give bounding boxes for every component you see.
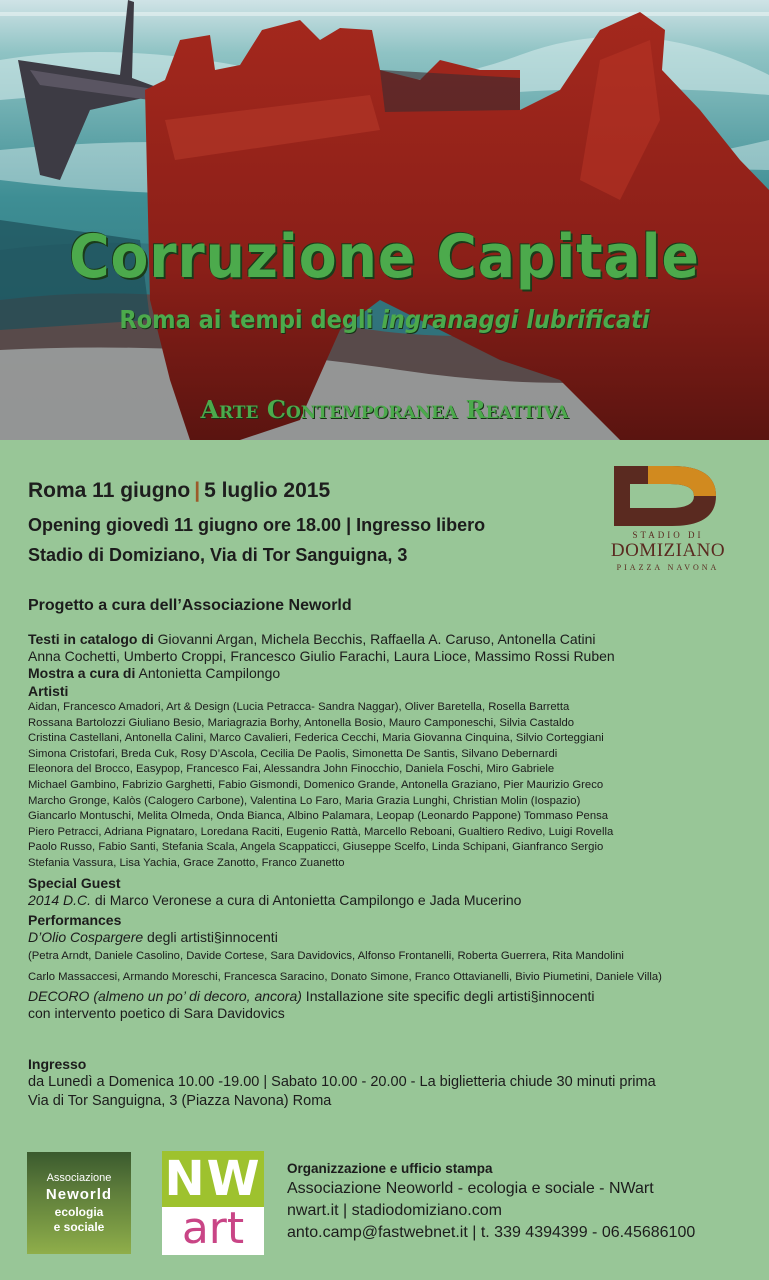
event-dates: Roma 11 giugno | 5 luglio 2015 bbox=[28, 479, 331, 502]
performances-heading: Performances bbox=[28, 911, 122, 928]
admission-address: Via di Tor Sanguigna, 3 (Piazza Navona) Roma bbox=[28, 1093, 332, 1109]
artists-list bbox=[28, 700, 758, 872]
d-monogram-icon bbox=[608, 462, 728, 530]
organizer-contacts: anto.camp@fastwebnet.it | t. 339 4394399 - 06.45686100 bbox=[287, 1224, 696, 1241]
admission-heading: Ingresso bbox=[28, 1056, 87, 1072]
exhibition-tagline: Arte Contemporanea Reattiva bbox=[200, 395, 569, 424]
artists-line: Cristina Castellani, Antonella Calini, Marco Cavalieri, Federica Cecchi, Maria Giovanna Cinquina, Silvio Corteggiani bbox=[28, 732, 604, 745]
organizer-websites: nwart.it | stadiodomiziano.com bbox=[287, 1202, 502, 1219]
artists-line: Giancarlo Montuschi, Melita Olmeda, Onda Bianca, Albino Palamara, Leopap (Leonardo Pappone) Tommaso Pensa bbox=[28, 810, 609, 823]
artists-line: Aidan, Francesco Amadori, Art & Design (Lucia Petracca- Sandra Naggar), Oliver Baretella, Rosella Barretta bbox=[28, 701, 570, 713]
artists-line: Piero Petracci, Adriana Pignataro, Loredana Raciti, Eugenio Rattà, Marcello Reboani, Gualtiero Redivo, Luigi Rovella bbox=[28, 825, 614, 838]
exhibition-subtitle: Roma ai tempi degli ingranaggi lubrificati bbox=[119, 305, 650, 334]
artists-line: Rossana Bartolozzi Giuliano Besio, Mariagrazia Borhy, Antonella Bosio, Mauro Camponeschi, Silvia Castaldo bbox=[28, 716, 575, 729]
curator-line: Mostra a cura di Antonietta Campilongo bbox=[28, 665, 281, 681]
nwart-logo: NW art bbox=[162, 1151, 264, 1255]
organizer-name: Associazione Neoworld - ecologia e sociale - NWart bbox=[287, 1180, 654, 1197]
artists-line: Paolo Russo, Fabio Santi, Stefania Scala, Angela Scappaticci, Giuseppe Scelfo, Linda Schipani, Gianfranco Sergio bbox=[28, 841, 604, 854]
hero-banner bbox=[0, 0, 769, 440]
artists-line: Simona Cristofari, Breda Cuk, Rosy D’Ascola, Cecilia De Paolis, Simonetta De Santis, Silvano Debernardi bbox=[28, 747, 558, 760]
performance-1-names: Carlo Massaccesi, Armando Moreschi, Francesca Saracino, Donato Simone, Franco Ottavianelli, Bivio Piumetini, Daniele Villa) bbox=[28, 970, 662, 983]
artists-line: Eleonora del Brocco, Easypop, Francesco Fai, Alessandra John Finocchio, Daniela Foschi, Miro Gabriele bbox=[28, 763, 555, 776]
catalog-line: Anna Cochetti, Umberto Croppi, Francesco Giulio Farachi, Laura Lioce, Massimo Rossi Ruben bbox=[28, 648, 615, 664]
admission-section bbox=[28, 1055, 763, 1111]
artists-line: Michael Gambino, Fabrizio Garghetti, Fabio Gismondi, Domenico Grande, Antonella Graziano, Pier Maurizio Greco bbox=[28, 778, 604, 791]
performance-2-line: con intervento poetico di Sara Davidovics bbox=[28, 1004, 285, 1021]
artists-heading: Artisti bbox=[28, 683, 69, 699]
exhibition-title: Corruzione Capitale bbox=[69, 222, 700, 292]
stadio-domiziano-logo: STADIO DI DOMIZIANO PIAZZA NAVONA bbox=[608, 462, 728, 582]
admission-hours: da Lunedì a Domenica 10.00 -19.00 | Sabato 10.00 - 20.00 - La biglietteria chiude 30 minuti prima bbox=[28, 1074, 656, 1090]
press-office-info bbox=[287, 1160, 695, 1244]
shipwreck-image bbox=[0, 0, 769, 440]
special-guest-line: 2014 D.C. di Marco Veronese a cura di Antonietta Campilongo e Jada Mucerino bbox=[28, 891, 522, 908]
project-credit: Progetto a cura dell’Associazione Neworld bbox=[28, 597, 352, 614]
performance-2-title: DECORO (almeno un po’ di decoro, ancora) Installazione site specific degli artisti§innocenti bbox=[28, 987, 595, 1004]
artists-line: Marcho Gronge, Kalòs (Calogero Carbone), Valentina Lo Faro, Maria Grazia Lunghi, Christian Molin (Iospazio) bbox=[28, 794, 581, 807]
opening-info: Opening giovedì 11 giugno ore 18.00 | Ingresso libero bbox=[28, 515, 486, 535]
credits-body bbox=[28, 631, 758, 1022]
special-guest-heading: Special Guest bbox=[28, 874, 121, 891]
press-office-heading: Organizzazione e ufficio stampa bbox=[287, 1161, 493, 1176]
venue-address: Stadio di Domiziano, Via di Tor Sanguigna, 3 bbox=[28, 545, 408, 565]
neworld-logo: Associazione Neworld ecologia e sociale bbox=[27, 1152, 131, 1254]
performance-1-title: D’Olio Cospargere degli artisti§innocenti bbox=[28, 928, 278, 945]
artists-line: Stefania Vassura, Lisa Yachia, Grace Zanotto, Franco Zuanetto bbox=[28, 856, 345, 869]
performance-1-names: (Petra Arndt, Daniele Casolino, Davide Cortese, Sara Davidovics, Alfonso Frontanelli, Roberta Guerrera, Rita Mandolini bbox=[28, 949, 624, 962]
catalog-line: Testi in catalogo di Giovanni Argan, Michela Becchis, Raffaella A. Caruso, Antonella Catini bbox=[28, 631, 596, 647]
